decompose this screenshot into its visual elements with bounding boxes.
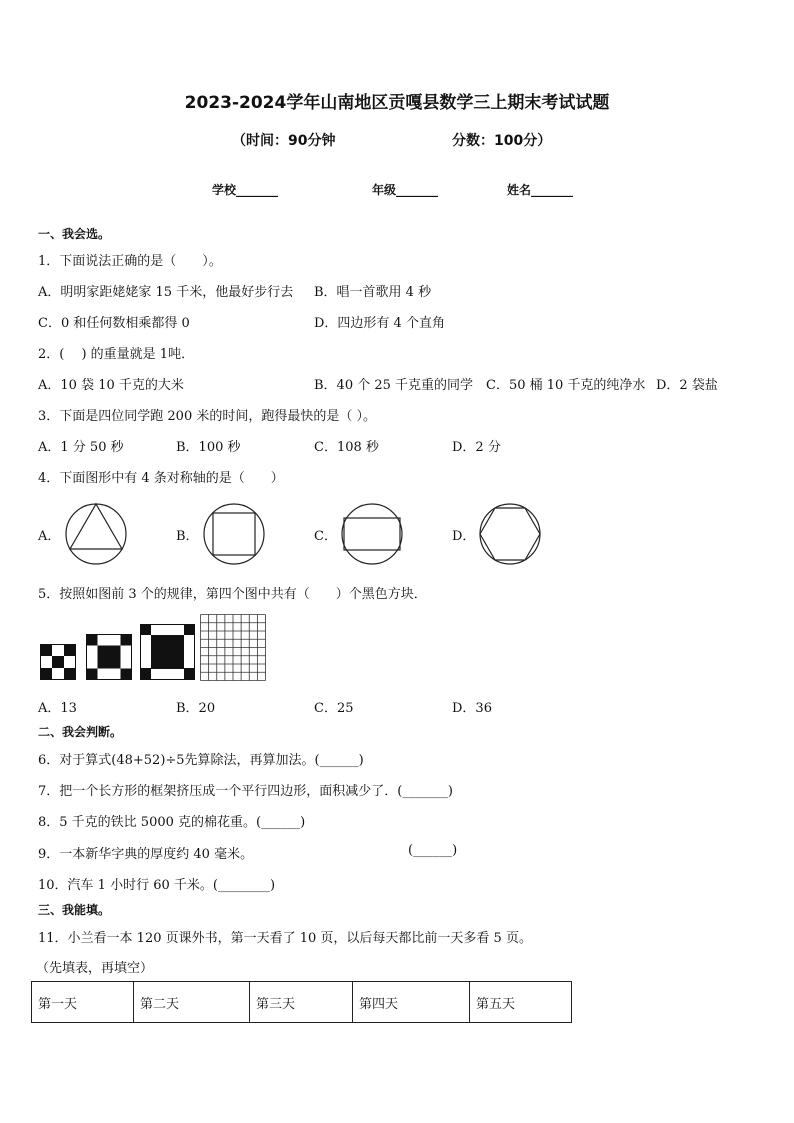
q4-option-b: B． bbox=[176, 529, 199, 544]
q1-option-d: D．四边形有 4 个直角 bbox=[314, 316, 445, 331]
section-heading-choice: 一、我会选。 bbox=[38, 227, 111, 241]
q5-option-b: B．20 bbox=[176, 701, 216, 716]
school-field: 学校_______ bbox=[212, 183, 279, 197]
reading-table bbox=[31, 981, 572, 1023]
question-11: 11．小兰看一本 120 页课外书，第一天看了 10 页，以后每天都比前一天多看 5 页。 bbox=[38, 931, 532, 946]
question-7: 7．把一个长方形的框架挤压成一个平行四边形，面积减少了．(_______) bbox=[38, 784, 453, 799]
q4-option-c: C． bbox=[314, 529, 337, 544]
q1-option-a: A．明明家距姥姥家 15 千米，他最好步行去 bbox=[38, 285, 294, 300]
section-heading-judge: 二、我会判断。 bbox=[38, 725, 123, 739]
section-heading-fill: 三、我能填。 bbox=[38, 903, 111, 917]
table-cell-day-1: 第一天 bbox=[32, 982, 134, 1023]
question-8: 8．5 千克的铁比 5000 克的棉花重。(______) bbox=[38, 815, 306, 830]
q2-option-c: C．50 桶 10 千克的纯净水 bbox=[486, 378, 646, 393]
table-cell-day-4: 第四天 bbox=[353, 982, 470, 1023]
q1-option-c: C．0 和任何数相乘都得 0 bbox=[38, 316, 190, 331]
pattern-figure-2 bbox=[86, 634, 132, 680]
question-6: 6．对于算式(48+52)÷5先算除法，再算加法。(______) bbox=[38, 753, 364, 768]
grade-field: 年级_______ bbox=[372, 183, 439, 197]
q4-option-d: D． bbox=[452, 529, 476, 544]
table-row bbox=[32, 982, 572, 1023]
question-1: 1．下面说法正确的是（ ）。 bbox=[38, 254, 222, 269]
q2-option-b: B．40 个 25 千克重的同学 bbox=[314, 378, 474, 393]
score-label: 分数：100分） bbox=[452, 133, 552, 149]
question-3: 3．下面是四位同学跑 200 米的时间，跑得最快的是（ ）。 bbox=[38, 409, 376, 424]
question-9-blank: (______) bbox=[408, 843, 458, 858]
circle-triangle-figure bbox=[64, 502, 128, 566]
q3-option-c: C．108 秒 bbox=[314, 440, 379, 455]
q5-option-a: A．13 bbox=[38, 701, 77, 716]
q3-option-b: B．100 秒 bbox=[176, 440, 241, 455]
table-cell-day-2: 第二天 bbox=[134, 982, 250, 1023]
time-label: （时间：90分钟 bbox=[232, 133, 336, 149]
q3-option-d: D．2 分 bbox=[452, 440, 501, 455]
pattern-figure-4-blank-grid bbox=[200, 614, 266, 681]
question-4: 4．下面图形中有 4 条对称轴的是（ ） bbox=[38, 471, 284, 486]
q5-option-c: C．25 bbox=[314, 701, 354, 716]
table-cell-day-5: 第五天 bbox=[470, 982, 572, 1023]
page-title: 2023-2024学年山南地区贡嘎县数学三上期末考试试题 bbox=[184, 93, 610, 113]
question-10: 10．汽车 1 小时行 60 千米。(________) bbox=[38, 878, 276, 893]
pattern-figure-3 bbox=[140, 624, 195, 680]
q3-option-a: A．1 分 50 秒 bbox=[38, 440, 124, 455]
q5-option-d: D．36 bbox=[452, 701, 492, 716]
circle-square-figure bbox=[202, 502, 266, 566]
question-5: 5．按照如图前 3 个的规律，第四个图中共有（ ）个黑色方块． bbox=[38, 587, 427, 602]
table-cell-day-3: 第三天 bbox=[250, 982, 353, 1023]
question-11-note: （先填表，再填空） bbox=[36, 961, 154, 976]
circle-rectangle-figure bbox=[340, 502, 404, 566]
q1-option-b: B．唱一首歌用 4 秒 bbox=[314, 285, 432, 300]
circle-hexagon-figure bbox=[478, 502, 542, 566]
name-field: 姓名_______ bbox=[507, 183, 574, 197]
question-2: 2．( ) 的重量就是 1吨． bbox=[38, 347, 195, 362]
pattern-figure-1 bbox=[40, 644, 76, 680]
q2-option-d: D．2 袋盐 bbox=[656, 378, 718, 393]
question-9: 9．一本新华字典的厚度约 40 毫米。 bbox=[38, 847, 254, 862]
q2-option-a: A．10 袋 10 千克的大米 bbox=[38, 378, 184, 393]
q4-option-a: A． bbox=[38, 529, 61, 544]
